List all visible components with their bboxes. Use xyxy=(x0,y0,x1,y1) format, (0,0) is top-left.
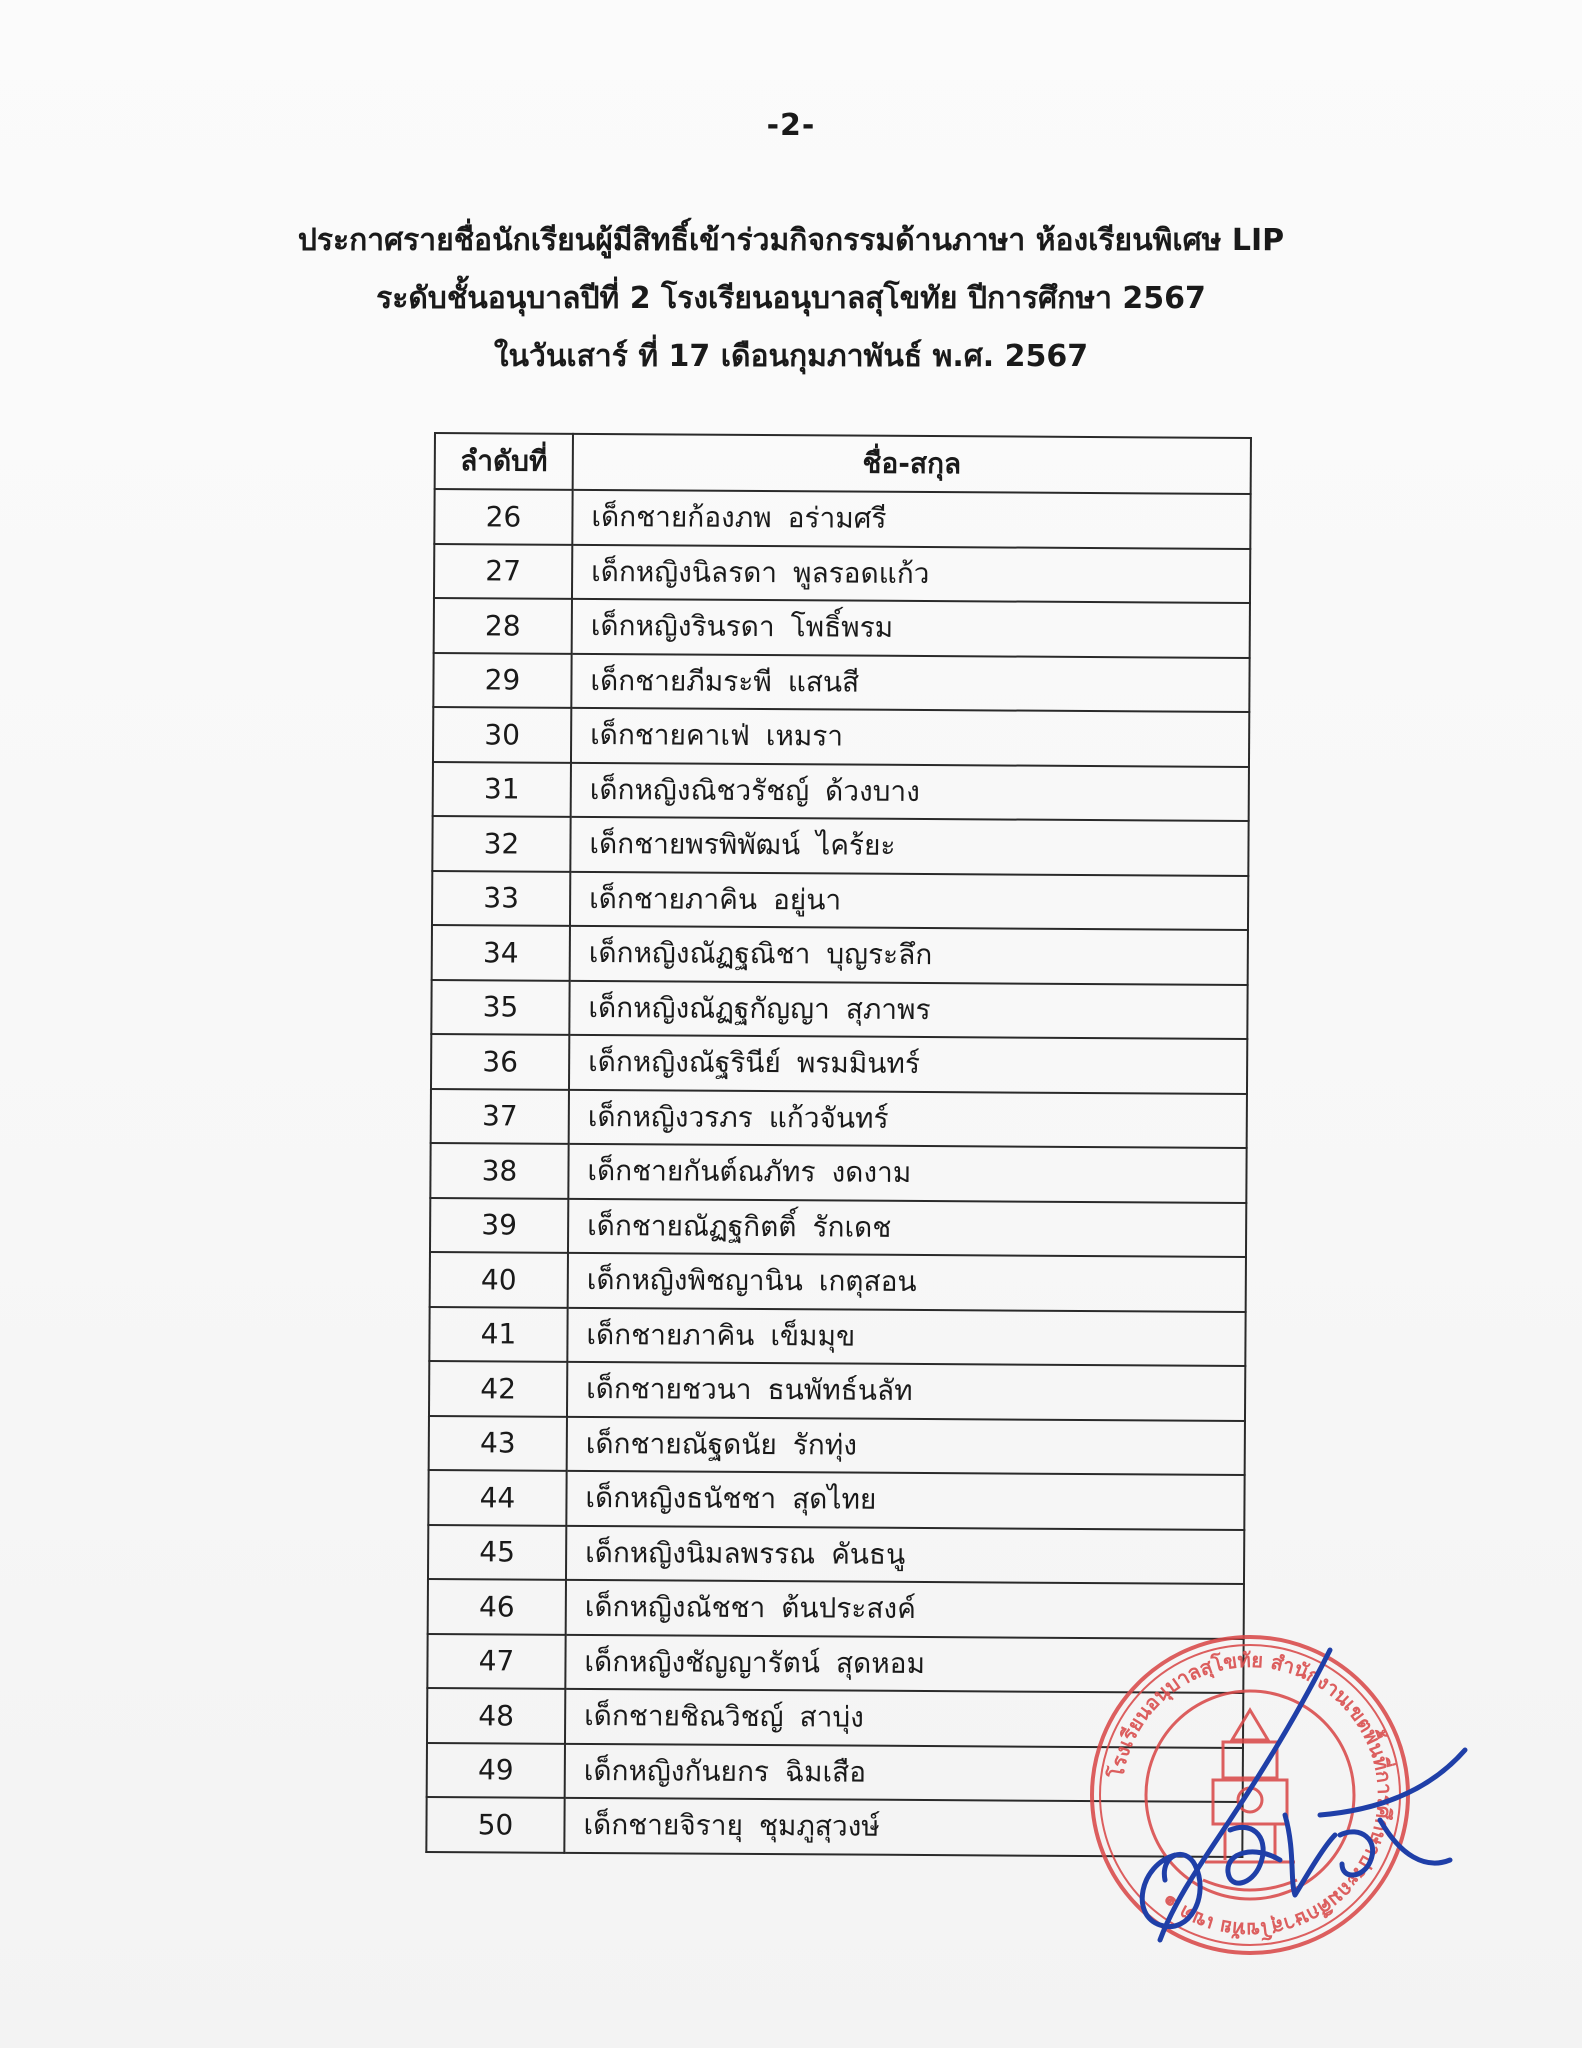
student-first-name: เด็กหญิงรินรดา xyxy=(590,609,775,644)
row-number: 26 xyxy=(434,489,572,544)
table-header-row xyxy=(435,433,1251,494)
table-row xyxy=(429,1415,1245,1474)
student-last-name: ต้นประสงค์ xyxy=(781,1591,916,1626)
row-number: 28 xyxy=(434,598,572,653)
student-first-name: เด็กชายคาเฟ่ xyxy=(590,718,750,753)
student-name-cell xyxy=(568,1198,1246,1257)
student-first-name: เด็กชายณัฏฐกิตติ์ xyxy=(587,1208,797,1243)
student-last-name: ด้วงบาง xyxy=(825,774,920,808)
student-first-name: เด็กหญิงณัชชา xyxy=(584,1590,766,1625)
row-number: 34 xyxy=(432,925,570,980)
table-row xyxy=(428,1470,1244,1529)
page-number: -2- xyxy=(766,108,816,143)
student-name-cell xyxy=(570,817,1248,876)
table-row xyxy=(434,544,1250,603)
row-number: 49 xyxy=(427,1742,565,1797)
row-number: 40 xyxy=(430,1252,568,1307)
student-name-cell xyxy=(571,653,1249,712)
student-last-name: อร่ามศรี xyxy=(787,501,887,536)
table-row xyxy=(432,925,1248,984)
student-first-name: เด็กชายจิรายุ xyxy=(583,1808,744,1843)
student-first-name: เด็กหญิงณัฐรินีย์ xyxy=(588,1045,781,1080)
student-name-cell xyxy=(566,1471,1244,1530)
student-first-name: เด็กหญิงธนัชชา xyxy=(585,1481,777,1516)
student-first-name: เด็กหญิงณัฏฐณิชา xyxy=(588,936,811,971)
student-first-name: เด็กชายณัฐดนัย xyxy=(585,1426,777,1461)
student-name-cell xyxy=(571,708,1249,767)
student-first-name: เด็กหญิงณิชวรัชญ์ xyxy=(589,772,810,808)
table-row xyxy=(432,870,1248,929)
row-number: 35 xyxy=(431,979,569,1034)
student-first-name: เด็กหญิงชัญญารัตน์ xyxy=(584,1644,821,1680)
student-last-name: รักทุ่ง xyxy=(792,1427,858,1462)
student-last-name: เข็มมุข xyxy=(770,1318,856,1353)
table-row xyxy=(433,653,1249,712)
table-row xyxy=(433,761,1249,820)
row-number: 38 xyxy=(430,1143,568,1198)
heading-line-3: ในวันเสาร์ ที่ 17 เดือนกุมภาพันธ์ พ.ศ. 2567 xyxy=(493,339,1089,374)
table-row xyxy=(429,1306,1245,1365)
row-number: 43 xyxy=(429,1415,567,1470)
student-name-cell xyxy=(569,1089,1247,1148)
student-name-cell xyxy=(568,1253,1246,1312)
student-name-cell xyxy=(570,926,1248,985)
row-number: 50 xyxy=(426,1797,564,1852)
student-last-name: สุภาพร xyxy=(845,992,931,1026)
student-first-name: เด็กหญิงกันยกร xyxy=(583,1753,770,1788)
row-number: 32 xyxy=(432,816,570,871)
student-name-cell xyxy=(567,1416,1245,1475)
student-name-cell xyxy=(569,1035,1247,1094)
row-number: 41 xyxy=(429,1306,567,1361)
student-last-name: แก้วจันทร์ xyxy=(768,1100,889,1135)
row-number: 46 xyxy=(428,1579,566,1634)
table-row xyxy=(430,1252,1246,1311)
row-number: 47 xyxy=(427,1633,565,1688)
student-last-name: สาบุ่ง xyxy=(799,1700,864,1734)
stamp-ring-text: โรงเรียนอนุบาลสุโขทัย สำนักงานเขตพื้นที่การศึกษาประถมศึกษาสุโขทัย เขต ๑ xyxy=(1104,1647,1398,1943)
student-name-cell xyxy=(572,544,1250,603)
header-name: ชื่อ-สกุล xyxy=(573,434,1251,494)
student-last-name: ธนพัทธ์นลัท xyxy=(767,1373,913,1408)
student-first-name: เด็กชายพรพิพัฒน์ xyxy=(589,827,801,862)
table-row xyxy=(430,1143,1246,1202)
student-last-name: แสนสี xyxy=(787,664,860,699)
student-name-cell xyxy=(569,980,1247,1039)
student-last-name: คันธนู xyxy=(831,1537,906,1571)
student-last-name: รักเดช xyxy=(812,1210,892,1244)
student-first-name: เด็กชายภาคิน xyxy=(589,881,758,916)
row-number: 44 xyxy=(428,1470,566,1525)
student-last-name: โพธิ์พรม xyxy=(790,610,894,645)
table-row xyxy=(430,1197,1246,1256)
student-first-name: เด็กหญิงนิลรดา xyxy=(591,554,778,589)
student-first-name: เด็กหญิงพิชญานิน xyxy=(586,1263,803,1298)
table-row xyxy=(429,1361,1245,1420)
row-number: 48 xyxy=(427,1688,565,1743)
student-last-name: บุญระลึก xyxy=(826,937,933,972)
student-first-name: เด็กชายก้องภพ xyxy=(591,500,772,535)
student-last-name: สุดไทย xyxy=(792,1482,877,1516)
row-number: 27 xyxy=(434,544,572,599)
student-first-name: เด็กชายกันต์ณภัทร xyxy=(587,1154,816,1189)
student-name-cell xyxy=(567,1362,1245,1421)
row-number: 29 xyxy=(433,653,571,708)
student-name-cell xyxy=(571,762,1249,821)
signature xyxy=(1080,1640,1470,1960)
student-first-name: เด็กหญิงณัฏฐกัญญา xyxy=(588,990,830,1026)
student-first-name: เด็กหญิงวรภร xyxy=(587,1099,753,1134)
table-row xyxy=(431,1034,1247,1093)
student-first-name: เด็กชายชวนา xyxy=(586,1372,752,1407)
student-name-cell xyxy=(568,1144,1246,1203)
heading-line-2: ระดับชั้นอนุบาลปีที่ 2 โรงเรียนอนุบาลสุโขทัย ปีการศึกษา 2567 xyxy=(376,281,1206,316)
table-row xyxy=(431,979,1247,1038)
student-last-name: พรมมินทร์ xyxy=(796,1046,921,1081)
student-name-cell xyxy=(572,490,1250,549)
row-number: 39 xyxy=(430,1197,568,1252)
student-name-cell xyxy=(570,871,1248,930)
row-number: 30 xyxy=(433,707,571,762)
table-row xyxy=(428,1524,1244,1583)
row-number: 33 xyxy=(432,870,570,925)
header-number: ลำดับที่ xyxy=(435,433,573,490)
student-last-name: เหมรา xyxy=(765,719,844,753)
student-last-name: ฉิมเสือ xyxy=(784,1754,867,1789)
row-number: 37 xyxy=(431,1088,569,1143)
table-row xyxy=(433,707,1249,766)
student-first-name: เด็กหญิงนิมลพรรณ xyxy=(585,1535,816,1571)
student-first-name: เด็กชายภีมระพี xyxy=(590,663,772,698)
table-row xyxy=(434,489,1250,548)
heading-line-1: ประกาศรายชื่อนักเรียนผู้มีสิทธิ์เข้าร่วมกิจกรรมด้านภาษา ห้องเรียนพิเศษ LIP xyxy=(297,223,1285,258)
row-number: 31 xyxy=(433,761,571,816)
student-name-cell xyxy=(572,599,1250,658)
student-last-name: ชุมภูสุวงษ์ xyxy=(758,1809,880,1843)
row-number: 36 xyxy=(431,1034,569,1089)
row-number: 42 xyxy=(429,1361,567,1416)
announcement-heading xyxy=(0,212,1582,386)
student-first-name: เด็กชายชิณวิชญ์ xyxy=(584,1699,784,1734)
table-row xyxy=(432,816,1248,875)
student-name-cell xyxy=(567,1307,1245,1366)
student-last-name: พูลรอดแก้ว xyxy=(792,555,930,590)
student-name-cell xyxy=(566,1525,1244,1584)
student-last-name: เกตุสอน xyxy=(818,1264,917,1299)
student-last-name: ไคร้ยะ xyxy=(816,828,896,863)
table-row xyxy=(431,1088,1247,1147)
student-last-name: สุดหอม xyxy=(835,1646,926,1680)
table-row xyxy=(434,598,1250,657)
student-first-name: เด็กชายภาคิน xyxy=(586,1317,755,1352)
student-last-name: อยู่นา xyxy=(772,882,842,917)
row-number: 45 xyxy=(428,1524,566,1579)
student-last-name: งดงาม xyxy=(831,1155,912,1190)
